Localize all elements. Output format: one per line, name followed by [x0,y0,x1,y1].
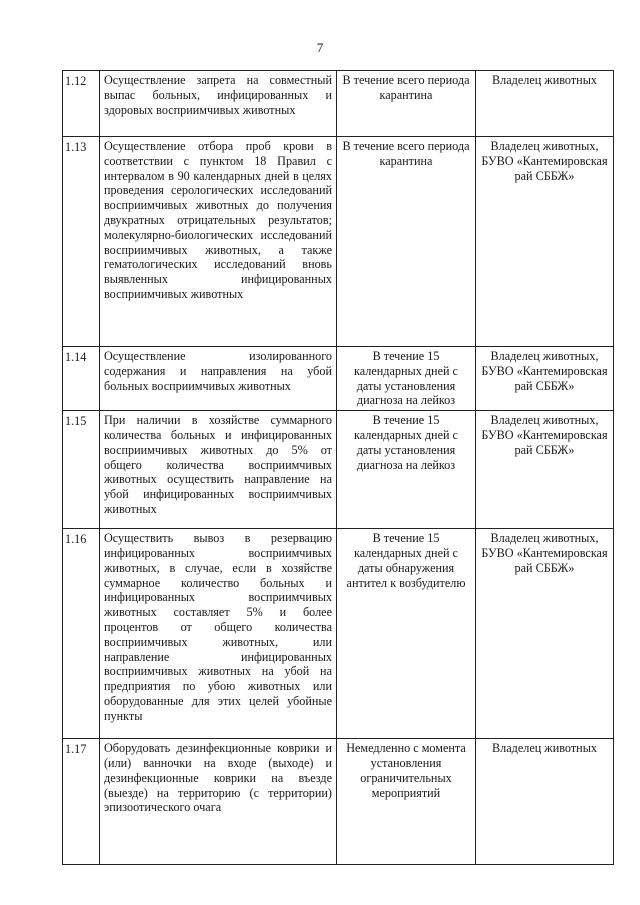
term-text: В течение 15 календарных дней с даты установления диагноза на лейкоз [337,347,476,411]
row-number: 1.16 [63,529,100,739]
table-row [63,71,614,137]
page-number: 7 [316,40,324,55]
table-row [63,411,614,529]
term-text: В течение всего периода карантина [337,71,476,137]
row-number: 1.15 [63,411,100,529]
responsible-text: Владелец животных [476,71,614,137]
action-text: Осуществление изолированного содержания и направления на убой больных восприимчивых животных [100,347,337,411]
measures-table [62,70,614,865]
action-text: Осуществление запрета на совместный выпас больных, инфицированных и здоровых восприимчивых животных [100,71,337,137]
term-text: В течение 15 календарных дней с даты установления диагноза на лейкоз [337,411,476,529]
row-number: 1.14 [63,347,100,411]
table-row [63,347,614,411]
table-row [63,529,614,739]
term-text: В течение 15 календарных дней с даты обнаружения антител к возбудителю [337,529,476,739]
responsible-text: Владелец животных, БУВО «Кантемировская рай СББЖ» [476,137,614,347]
responsible-text: Владелец животных, БУВО «Кантемировская рай СББЖ» [476,347,614,411]
action-text: Оборудовать дезинфекционные коврики и (или) ванночки на входе (выходе) и дезинфекционные коврики на въезде (выезде) на территорию (с территории) эпизоотического очага [100,739,337,865]
table-row [63,739,614,865]
responsible-text: Владелец животных [476,739,614,865]
row-number: 1.13 [63,137,100,347]
row-number: 1.12 [63,71,100,137]
row-number: 1.17 [63,739,100,865]
action-text: При наличии в хозяйстве суммарного количества больных и инфицированных восприимчивых животных до 5% от общего количества восприимчивых животных осуществить направление на убой инфицированных восприимчивых животных [100,411,337,529]
responsible-text: Владелец животных, БУВО «Кантемировская рай СББЖ» [476,411,614,529]
term-text: В течение всего периода карантина [337,137,476,347]
action-text: Осуществление отбора проб крови в соответствии с пунктом 18 Правил с интервалом в 90 календарных дней в целях проведения серологических исследований восприимчивых животных до получения двукратных отрицательных результатов; молекулярно-биологических исследований восприимчивых животных, а также гематологических исследований вновь выявленных инфицированных восприимчивых животных [100,137,337,347]
responsible-text: Владелец животных, БУВО «Кантемировская рай СББЖ» [476,529,614,739]
action-text: Осуществить вывоз в резервацию инфицированных восприимчивых животных, в случае, если в хозяйстве суммарное количество больных и инфицированных восприимчивых животных составляет 5% и более процентов от общего количества восприимчивых животных, или направление инфицированных восприимчивых животных на убой на предприятия по убою животных или оборудованные для этих целей убойные пункты [100,529,337,739]
table-row [63,137,614,347]
term-text: Немедленно с момента установления ограничительных мероприятий [337,739,476,865]
